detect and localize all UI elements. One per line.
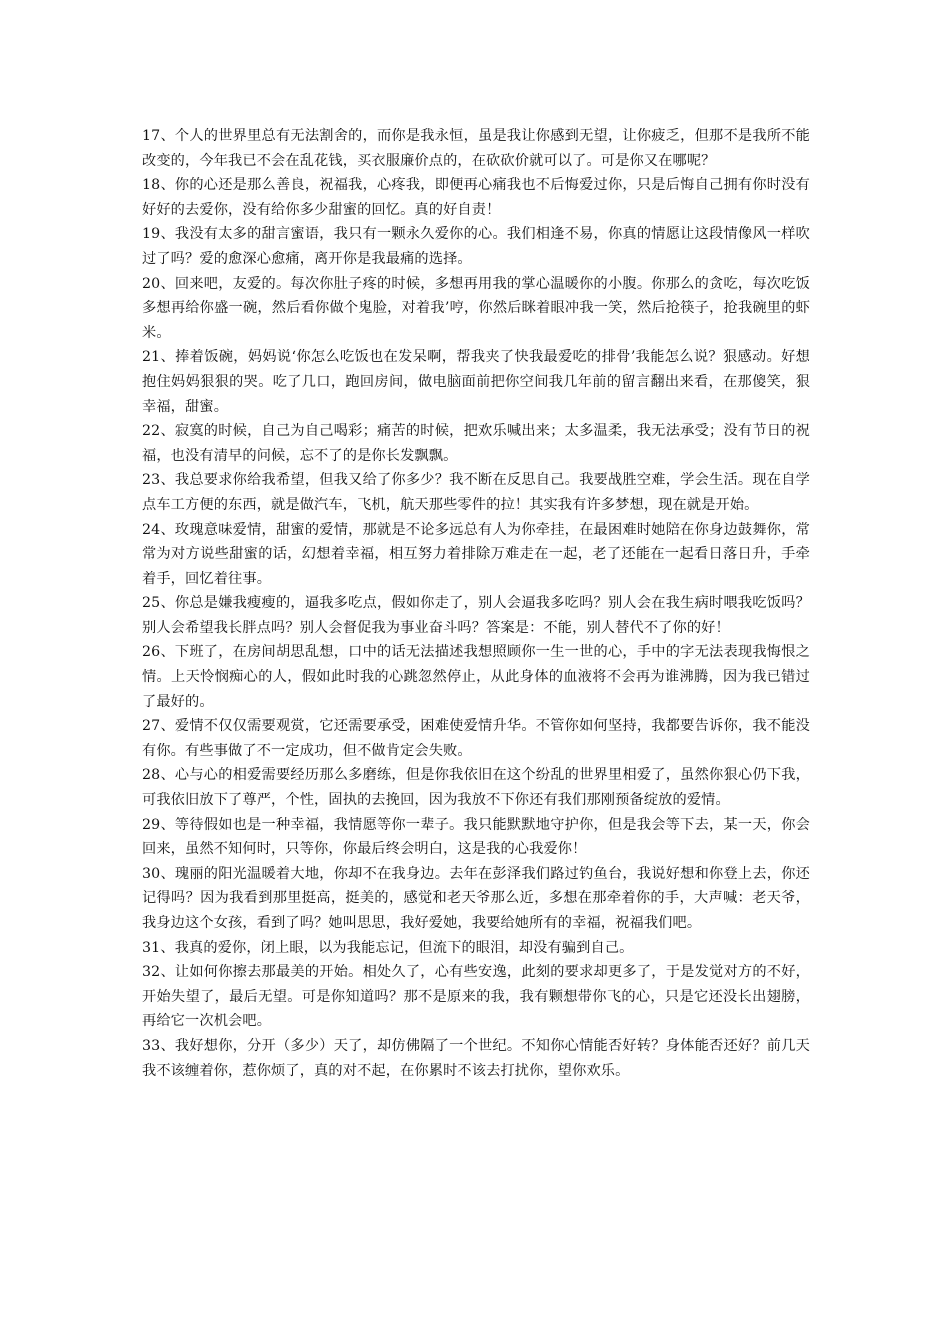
paragraph-33: 33、我好想你，分开（多少）天了，却仿佛隔了一个世纪。不知你心情能否好转？身体能否还好？前几天我不该缠着你，惹你烦了，真的对不起，在你累时不该去打扰你，望你欢乐。 (142, 1037, 810, 1079)
paragraph-32: 32、让如何你擦去那最美的开始。相处久了，心有些安逸，此刻的要求却更多了，于是发觉对方的不好，开始失望了，最后无望。可是你知道吗？那不是原来的我，我有颗想带你飞的心，只是它还没长出翅膀，再给它一次机会吧。 (142, 964, 810, 1030)
paragraph-29: 29、等待假如也是一种幸福，我情愿等你一辈子。我只能默默地守护你，但是我会等下去，某一天，你会回来，虽然不知何时，只等你，你最后终会明白，这是我的心我爱你！ (142, 816, 810, 858)
paragraph-24: 24、玫瑰意味爱情，甜蜜的爱情，那就是不论多远总有人为你牵挂，在最困难时她陪在你身边鼓舞你，常常为对方说些甜蜜的话，幻想着幸福，相互努力着排除万难走在一起，老了还能在一起看日落日升，手牵着手，回忆着往事。 (142, 521, 810, 587)
paragraph-17: 17、个人的世界里总有无法割舍的，而你是我永恒，虽是我让你感到无望，让你疲乏，但那不是我所不能改变的，今年我已不会在乱花钱，买衣服廉价点的，在砍砍价就可以了。可是你又在哪呢？ (142, 128, 810, 169)
document-body (142, 124, 810, 1083)
paragraph-22: 22、寂寞的时候，自己为自己喝彩；痛苦的时候，把欢乐喊出来；太多温柔，我无法承受；没有节日的祝福，也没有清早的问候，忘不了的是你长发飘飘。 (142, 423, 810, 464)
paragraph-19: 19、我没有太多的甜言蜜语，我只有一颗永久爱你的心。我们相逢不易，你真的情愿让这段情像风一样吹过了吗？爱的愈深心愈痛，离开你是我最痛的选择。 (142, 226, 810, 267)
paragraph-26: 26、下班了，在房间胡思乱想，口中的话无法描述我想照顾你一生一世的心，手中的字无法表现我悔恨之情。上天怜悯痴心的人，假如此时我的心跳忽然停止，从此身体的血液将不会再为谁沸腾，因为我已错过了最好的。 (142, 644, 810, 710)
paragraph-18: 18、你的心还是那么善良，祝福我，心疼我，即便再心痛我也不后悔爱过你，只是后悔自己拥有你时没有好好的去爱你，没有给你多少甜蜜的回忆。真的好自责！ (142, 177, 810, 218)
paragraph-21: 21、捧着饭碗，妈妈说‘你怎么吃饭也在发呆啊，帮我夹了快我最爱吃的排骨’我能怎么说？狠感动。好想抱住妈妈狠狠的哭。吃了几口，跑回房间，做电脑面前把你空间我几年前的留言翻出来看，在那傻笑，狠幸福，甜蜜。 (142, 349, 810, 415)
paragraph-31: 31、我真的爱你，闭上眼，以为我能忘记，但流下的眼泪，却没有骗到自己。 (142, 939, 634, 956)
paragraph-27: 27、爱情不仅仅需要观赏，它还需要承受，困难使爱情升华。不管你如何坚持，我都要告诉你，我不能没有你。有些事做了不一定成功，但不做肯定会失败。 (142, 718, 810, 759)
paragraph-25: 25、你总是嫌我瘦瘦的，逼我多吃点，假如你走了，别人会逼我多吃吗？别人会在我生病时喂我吃饭吗？别人会希望我长胖点吗？别人会督促我为事业奋斗吗？答案是：不能，别人替代不了你的好！ (142, 595, 810, 636)
paragraph-30: 30、瑰丽的阳光温暖着大地，你却不在我身边。去年在彭泽我们路过钓鱼台，我说好想和你登上去，你还记得吗？因为我看到那里挺高，挺美的，感觉和老天爷那么近，多想在那牵着你的手，大声喊：老天爷，我身边这个女孩，看到了吗？她叫思思，我好爱她，我要给她所有的幸福，祝福我们吧。 (142, 865, 810, 931)
paragraph-28: 28、心与心的相爱需要经历那么多磨练，但是你我依旧在这个纷乱的世界里相爱了，虽然你狠心仍下我，可我依旧放下了尊严，个性，固执的去挽回，因为我放不下你还有我们那刚预备绽放的爱情。 (142, 767, 810, 809)
paragraph-20: 20、回来吧，友爱的。每次你肚子疼的时候，多想再用我的掌心温暖你的小腹。你那么的贪吃，每次吃饭多想再给你盛一碗，然后看你做个鬼脸，对着我’哼，你然后眯着眼冲我一笑，然后抢筷子，抢我碗里的虾米。 (142, 275, 810, 341)
paragraph-23: 23、我总要求你给我希望，但我又给了你多少？我不断在反思自己。我要战胜空难，学会生活。现在自学点车工方便的东西，就是做汽车，飞机，航天那些零件的拉！其实我有许多梦想，现在就是开始。 (142, 472, 810, 513)
